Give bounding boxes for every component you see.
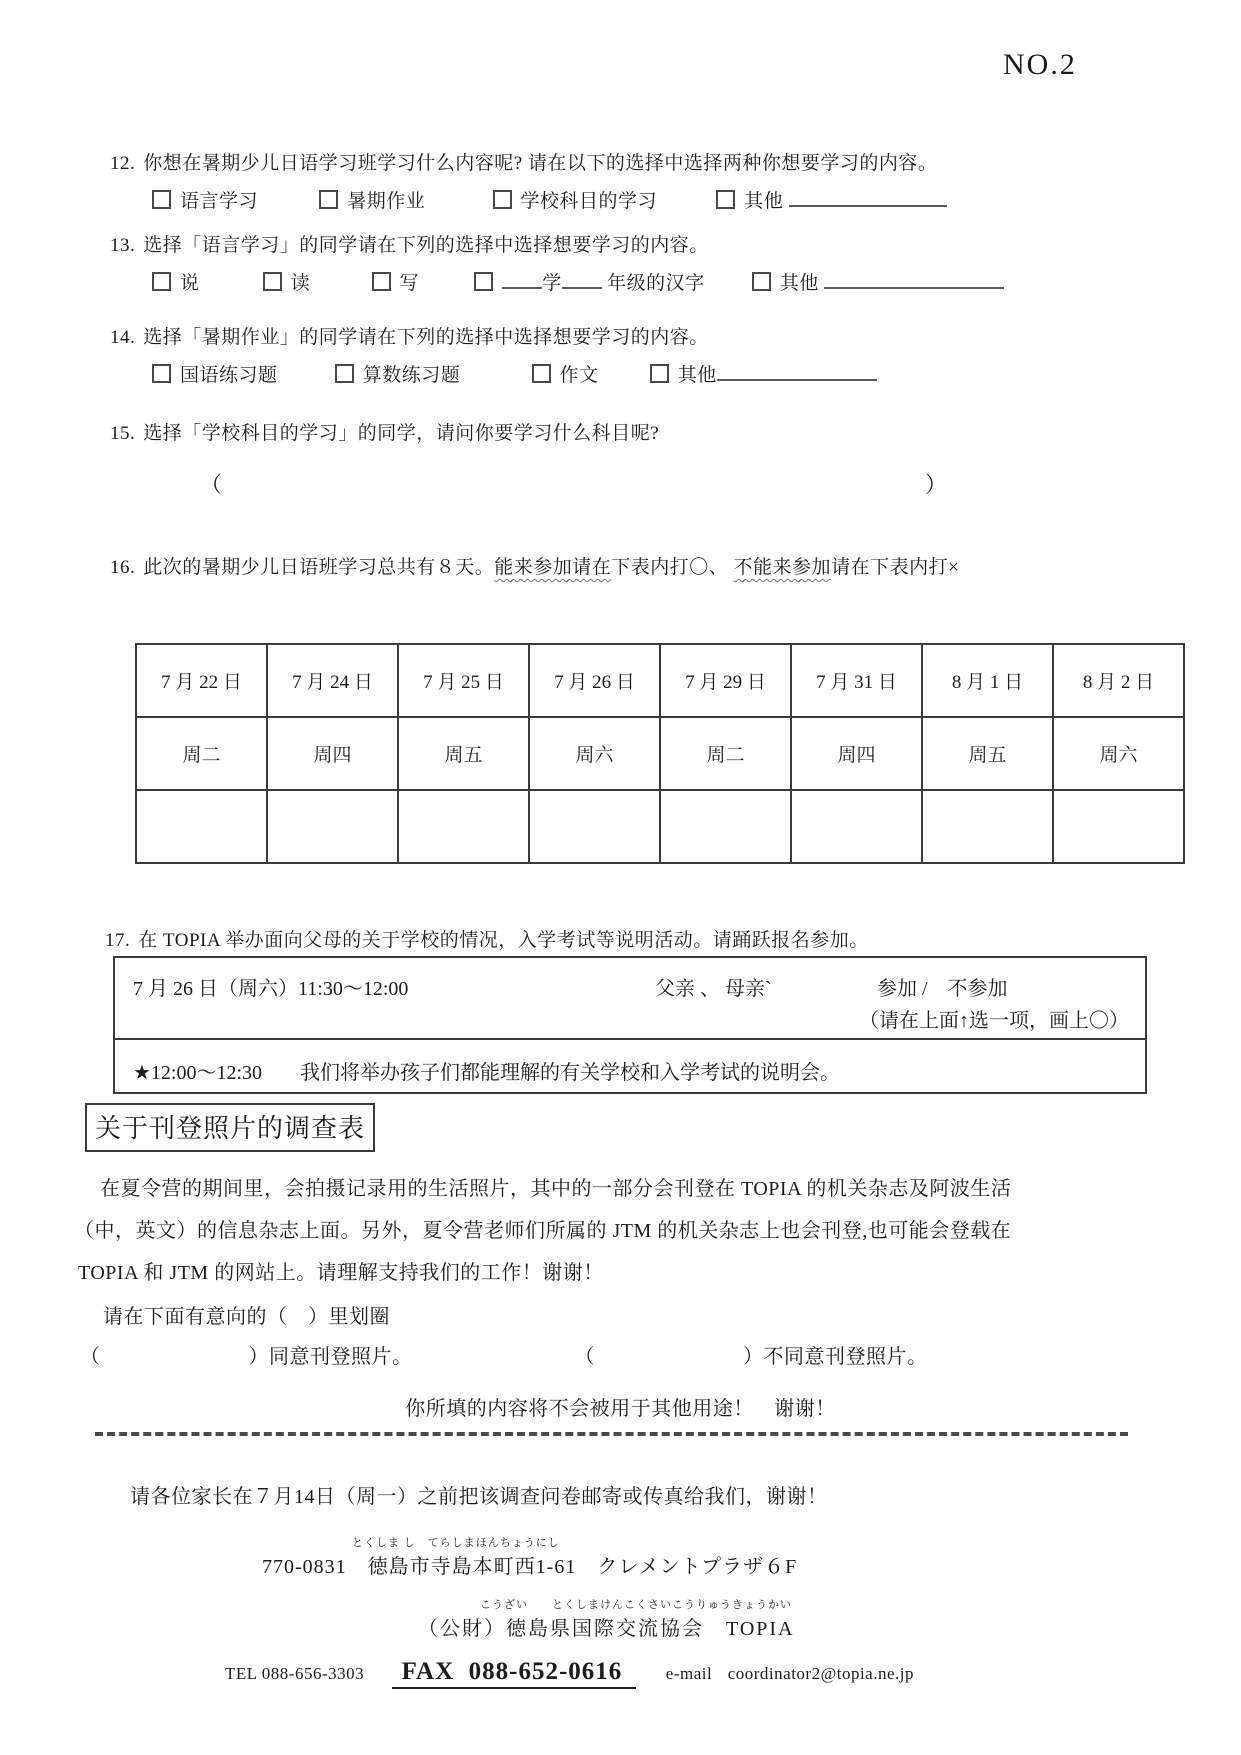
session-note: （请在上面↑选一项，画上〇） xyxy=(859,1010,1129,1032)
photo-paragraph-line2: （中，英文）的信息杂志上面。另外，夏令营老师们所属的 JTM 的机关杂志上也会刊登,也可能会登载在 xyxy=(74,1220,1012,1242)
question-12-options xyxy=(152,184,947,213)
question-13-number: 13. xyxy=(110,235,136,256)
photo-instruction-line: 请在下面有意向的（ ）里划圈 xyxy=(103,1306,390,1328)
checkbox[interactable] xyxy=(335,364,354,383)
checkbox[interactable] xyxy=(752,272,771,291)
address-line: 770-0831 徳島市寺島本町西1-61 クレメントプラザ６F xyxy=(262,1556,798,1578)
schedule-answer-cell[interactable] xyxy=(529,790,660,863)
option-label: 学校科目的学习 xyxy=(520,190,658,212)
box-divider-line xyxy=(115,1038,1145,1040)
schedule-date-cell: 8 月 2 日 xyxy=(1053,644,1184,717)
question-14-text: 选择「暑期作业」的同学请在下列的选择中选择想要学习的内容。 xyxy=(143,327,709,348)
question-16-underlined-2: 不能来参加 xyxy=(733,557,832,578)
checkbox[interactable] xyxy=(493,190,512,209)
question-16-tail: 请在下表内打× xyxy=(831,557,960,578)
contact-line xyxy=(225,1658,914,1686)
question-17-number: 17. xyxy=(105,930,131,951)
other-blank-line[interactable] xyxy=(789,184,947,207)
fax-number: 088-652-0616 xyxy=(468,1658,623,1685)
question-13 xyxy=(110,230,709,257)
session-star-line xyxy=(133,1056,840,1085)
schedule-table xyxy=(135,643,1185,864)
option-label: 读 xyxy=(290,272,311,294)
schedule-day-cell: 周四 xyxy=(791,717,922,790)
email-label: e-mail xyxy=(665,1664,713,1683)
question-16-mid: 下表内打〇、 xyxy=(611,557,734,578)
option-label: 其他 xyxy=(779,272,819,294)
schedule-day-cell: 周六 xyxy=(1053,717,1184,790)
star-text: 我们将举办孩子们都能理解的有关学校和入学考试的说明会。 xyxy=(300,1062,841,1084)
option-label: 暑期作业 xyxy=(347,190,426,212)
option-label: 其他 xyxy=(677,364,717,386)
option-label: 语言学习 xyxy=(180,190,259,212)
agree-label: ）同意刊登照片。 xyxy=(248,1346,413,1368)
schedule-day-cell: 周五 xyxy=(398,717,529,790)
option-label: 年级的汉字 xyxy=(607,272,705,294)
schedule-day-cell: 周六 xyxy=(529,717,660,790)
checkbox[interactable] xyxy=(716,190,735,209)
question-15 xyxy=(110,418,659,445)
fax-label: FAX xyxy=(401,1658,455,1685)
mail-request-line: 请各位家长在７月14日（周一）之前把该调查问卷邮寄或传真给我们，谢谢！ xyxy=(130,1486,828,1508)
schedule-date-cell: 7 月 26 日 xyxy=(529,644,660,717)
question-13-options xyxy=(152,266,1004,295)
schedule-date-cell: 7 月 29 日 xyxy=(660,644,791,717)
answer-paren-open: （ xyxy=(200,472,223,497)
checkbox[interactable] xyxy=(319,190,338,209)
tel-label: TEL xyxy=(225,1664,258,1683)
fax-group xyxy=(392,1658,637,1689)
schedule-answer-cell[interactable] xyxy=(136,790,267,863)
cut-dashed-line xyxy=(95,1432,1128,1436)
schedule-answer-cell[interactable] xyxy=(267,790,398,863)
schedule-date-cell: 7 月 25 日 xyxy=(398,644,529,717)
checkbox[interactable] xyxy=(263,272,282,291)
photo-section-title: 关于刊登照片的调查表 xyxy=(85,1103,375,1152)
schedule-answer-cell[interactable] xyxy=(1053,790,1184,863)
question-14-number: 14. xyxy=(110,327,136,348)
schedule-day-row xyxy=(136,717,1184,790)
question-16-number: 16. xyxy=(110,557,136,578)
schedule-date-cell: 7 月 31 日 xyxy=(791,644,922,717)
grade-blank-line[interactable] xyxy=(502,266,542,289)
photo-paragraph-line3: TOPIA 和 JTM 的网站上。请理解支持我们的工作！谢谢！ xyxy=(78,1262,604,1284)
schedule-day-cell: 周四 xyxy=(267,717,398,790)
question-17-text: 在 TOPIA 举办面向父母的关于学校的情况，入学考试等说明活动。请踊跃报名参加。 xyxy=(138,930,869,951)
tel-number: 088-656-3303 xyxy=(261,1664,365,1683)
session-datetime: 7 月 26 日（周六）11:30～12:00 xyxy=(133,978,409,1000)
org-furigana: こうざい とくしまけんこくさいこうりゅうきょうかい xyxy=(480,1599,792,1611)
option-label: 其他 xyxy=(744,190,784,212)
checkbox[interactable] xyxy=(532,364,551,383)
agree-paren-open: （ xyxy=(80,1346,101,1368)
schedule-day-cell: 周五 xyxy=(922,717,1053,790)
session-attend-choice[interactable]: 参加 / 不参加 xyxy=(877,978,1008,1000)
org-line: （公財）徳島県国際交流協会 TOPIA xyxy=(418,1618,795,1640)
schedule-answer-row xyxy=(136,790,1184,863)
checkbox[interactable] xyxy=(474,272,493,291)
option-label: 国语练习题 xyxy=(180,364,278,386)
schedule-date-cell: 8 月 1 日 xyxy=(922,644,1053,717)
question-14 xyxy=(110,322,709,349)
other-blank-line[interactable] xyxy=(717,358,877,381)
session-parents: 父亲 、 母亲` xyxy=(655,978,772,1000)
page-number: NO.2 xyxy=(1003,48,1077,81)
schedule-date-cell: 7 月 22 日 xyxy=(136,644,267,717)
question-13-text: 选择「语言学习」的同学请在下列的选择中选择想要学习的内容。 xyxy=(143,235,709,256)
photo-paragraph-line1: 在夏令营的期间里，会拍摄记录用的生活照片，其中的一部分会刊登在 TOPIA 的机关杂志及阿波生活 xyxy=(100,1178,1012,1200)
schedule-date-cell: 7 月 24 日 xyxy=(267,644,398,717)
checkbox[interactable] xyxy=(372,272,391,291)
question-16-underlined-1: 能来参加请在 xyxy=(494,557,612,578)
question-17 xyxy=(105,925,869,952)
checkbox[interactable] xyxy=(152,364,171,383)
option-label: 学 xyxy=(542,272,562,294)
question-16 xyxy=(110,552,959,579)
option-label: 算数练习题 xyxy=(362,364,461,386)
question-16-lead: 此次的暑期少儿日语班学习总共有８天。 xyxy=(143,557,495,578)
schedule-answer-cell[interactable] xyxy=(922,790,1053,863)
option-label: 写 xyxy=(399,272,420,294)
option-label: 作文 xyxy=(559,364,599,386)
question-12 xyxy=(110,148,937,175)
checkbox[interactable] xyxy=(152,272,171,291)
schedule-day-cell: 周二 xyxy=(136,717,267,790)
question-14-options xyxy=(152,358,877,387)
schedule-answer-cell[interactable] xyxy=(660,790,791,863)
address-furigana: とくしま し てらしまほんちょうにし xyxy=(352,1537,560,1549)
checkbox[interactable] xyxy=(152,190,171,209)
star-time: ★12:00～12:30 xyxy=(133,1062,263,1084)
question-15-text: 选择「学校科目的学习」的同学，请问你要学习什么科目呢? xyxy=(143,423,660,444)
disagree-paren-open: （ xyxy=(574,1346,595,1368)
schedule-answer-cell[interactable] xyxy=(398,790,529,863)
disagree-label: ）不同意刊登照片。 xyxy=(743,1346,928,1368)
question-12-text: 你想在暑期少儿日语学习班学习什么内容呢? 请在以下的选择中选择两种你想要学习的内容。 xyxy=(143,153,938,174)
other-blank-line[interactable] xyxy=(824,266,1004,289)
schedule-date-row xyxy=(136,644,1184,717)
question-15-number: 15. xyxy=(110,423,136,444)
question-12-number: 12. xyxy=(110,153,136,174)
grade-blank-line[interactable] xyxy=(562,266,602,289)
email-address: coordinator2@topia.ne.jp xyxy=(727,1664,914,1683)
photo-consent-line xyxy=(80,1340,928,1369)
session-info-box xyxy=(113,956,1147,1094)
schedule-answer-cell[interactable] xyxy=(791,790,922,863)
checkbox[interactable] xyxy=(650,364,669,383)
privacy-thanks-line: 你所填的内容将不会被用于其他用途！ 谢谢！ xyxy=(405,1398,836,1420)
schedule-day-cell: 周二 xyxy=(660,717,791,790)
option-label: 说 xyxy=(180,272,200,294)
answer-paren-close: ） xyxy=(925,472,948,497)
